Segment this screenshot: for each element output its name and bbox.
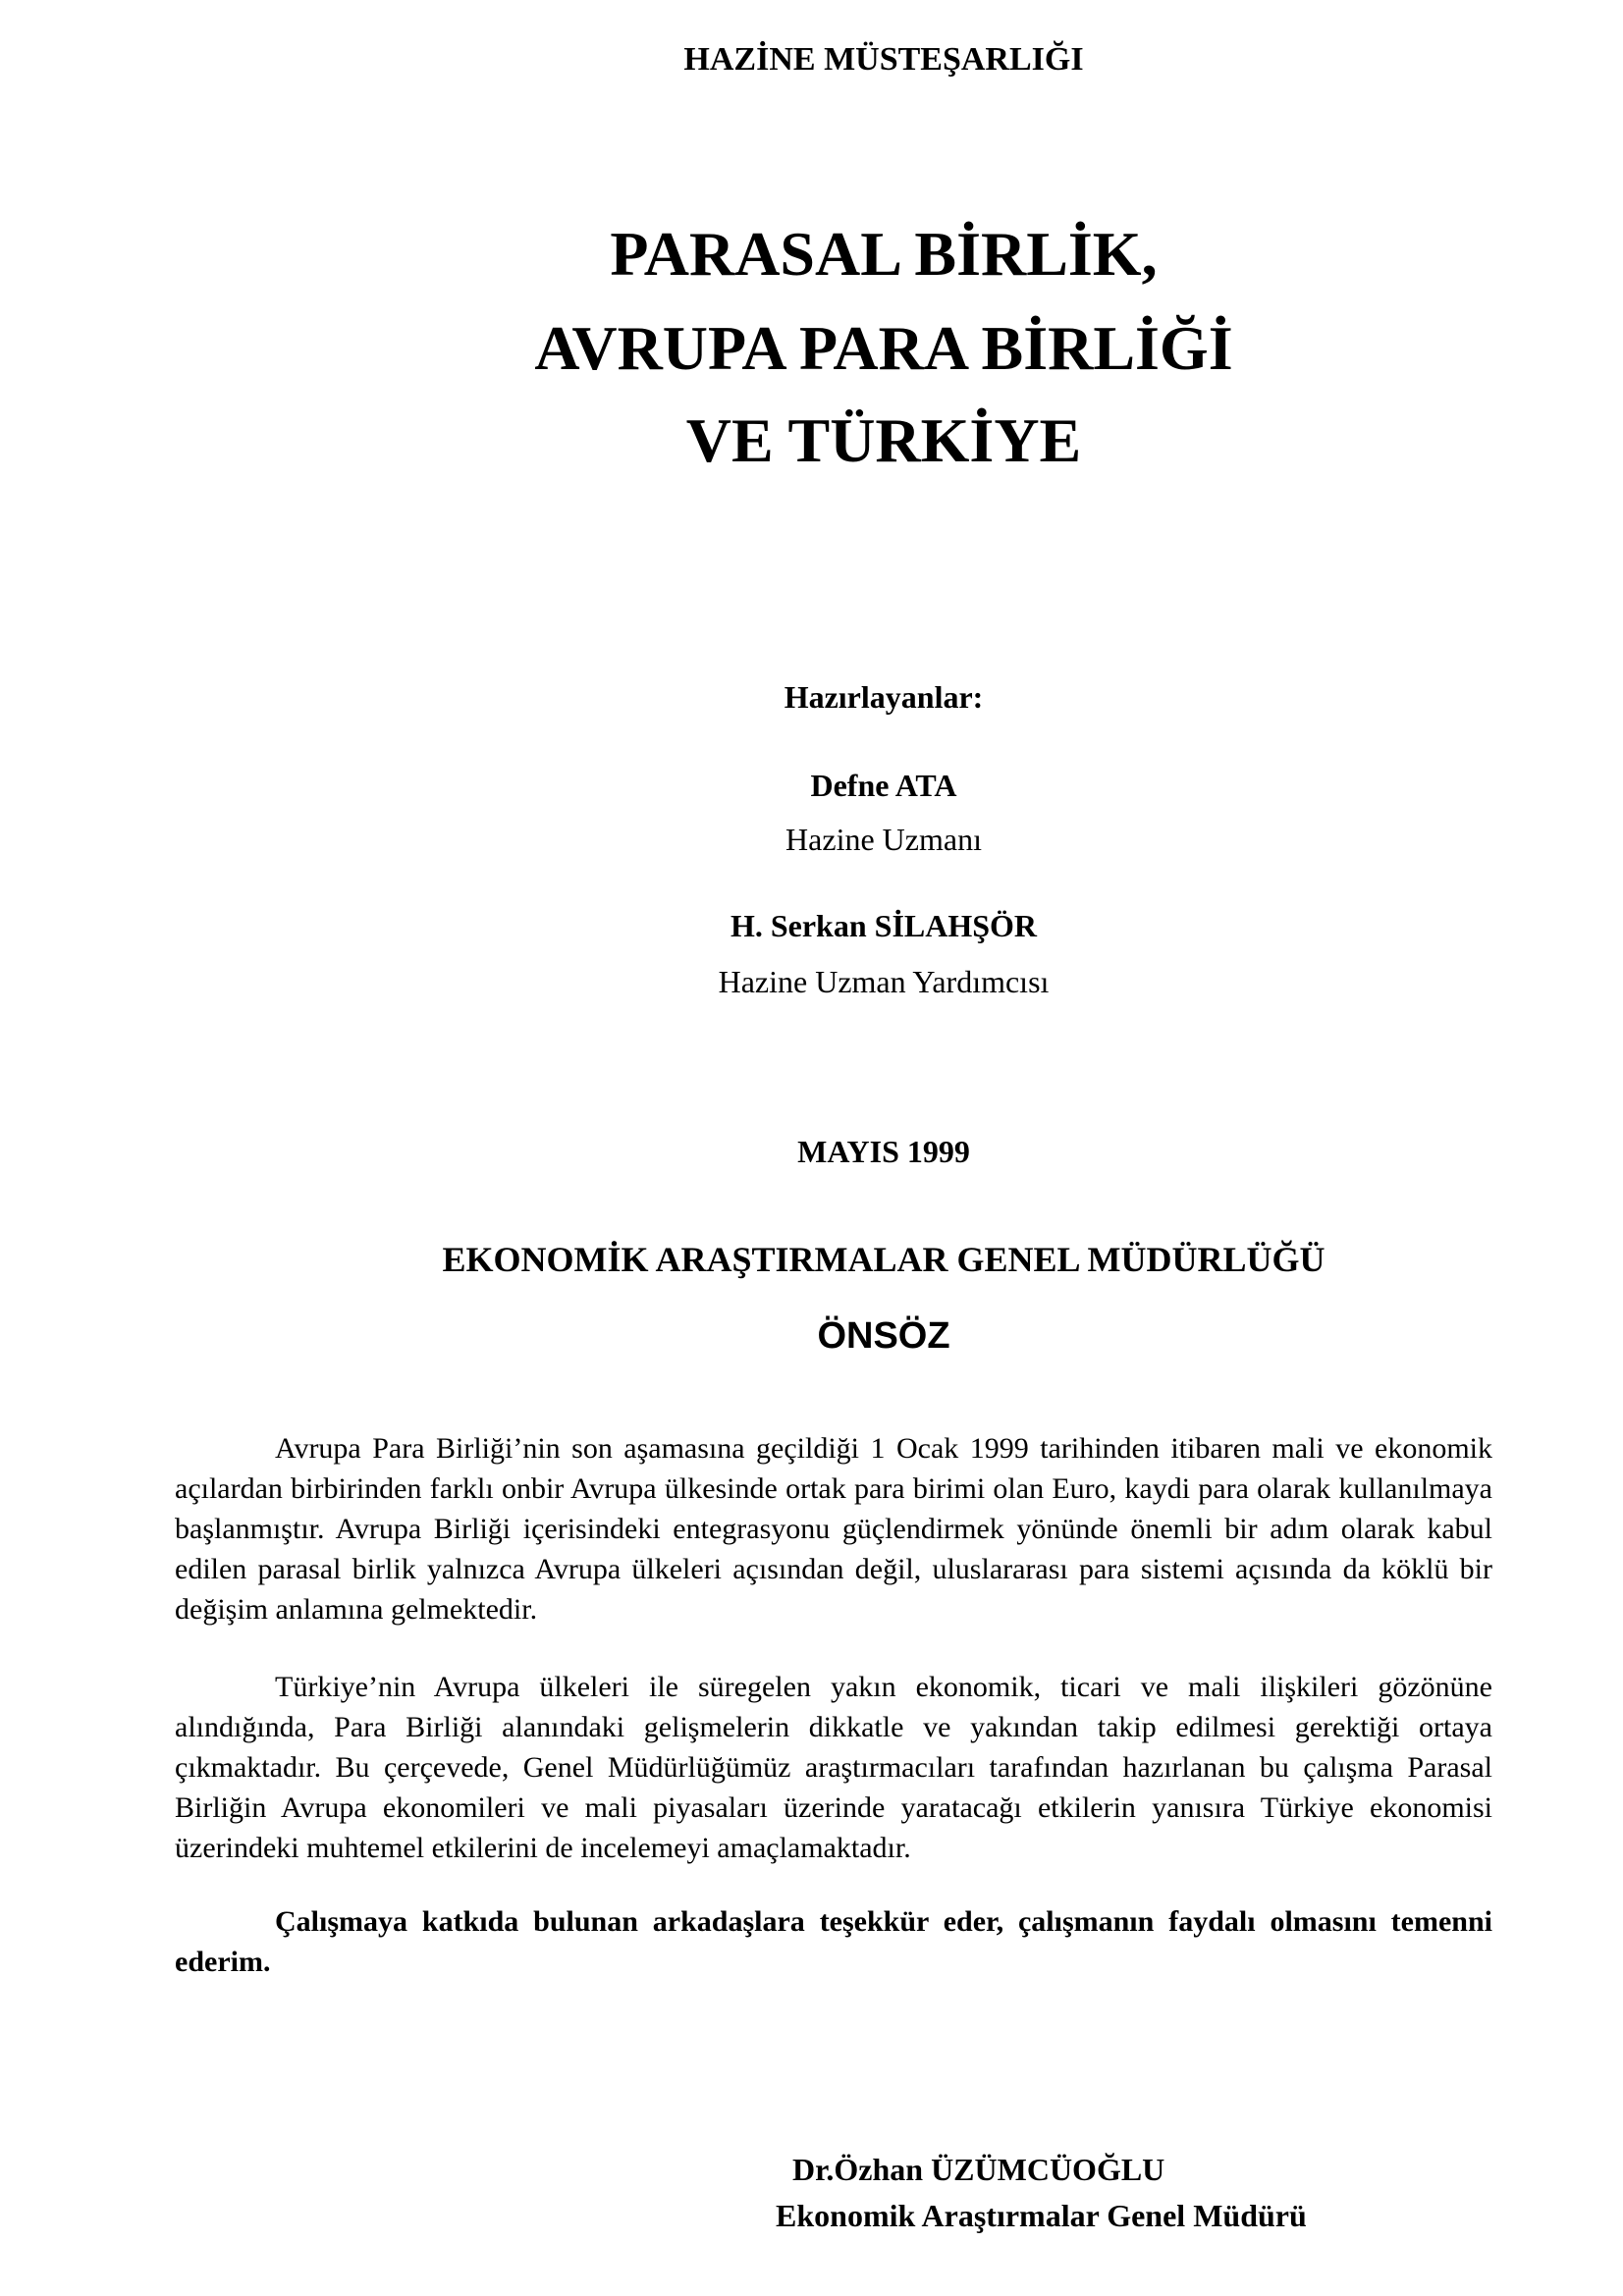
prepared-by-label: Hazırlayanlar: [784, 679, 984, 715]
author-1-name: Defne ATA [810, 768, 957, 803]
title-line-2: AVRUPA PARA BİRLİĞİ [534, 313, 1233, 383]
author-1-role: Hazine Uzmanı [785, 822, 982, 857]
author-2-role: Hazine Uzman Yardımcısı [718, 964, 1050, 999]
foreword-heading: ÖNSÖZ [817, 1315, 950, 1357]
title-line-1: PARASAL BİRLİK, [610, 219, 1158, 289]
foreword-paragraph-1: Avrupa Para Birliği’nin son aşamasına geçildiği 1 Ocak 1999 tarihinden itibaren mali ve ekonomik açılardan birbirinden farklı onbir Avrupa ülkesinde ortak para birimi olan Euro, kaydi para olarak kullanılmaya başlanmıştır. Avrupa Birliği içerisindeki entegrasyonu güçlendirmek yönünde önemli bir adım olarak kabul edilen parasal birlik yalnızca Avrupa ülkeleri açısından değil, uluslararası para sistemi açısında da köklü bir değişim anlamına gelmektedir. [175, 1432, 1492, 1626]
institution-name: HAZİNE MÜSTEŞARLIĞI [683, 41, 1084, 78]
foreword-paragraph-3: Çalışmaya katkıda bulunan arkadaşlara teşekkür eder, çalışmanın faydalı olmasını temenni ederim. [175, 1905, 1492, 1978]
title-line-3: VE TÜRKİYE [685, 405, 1082, 475]
foreword-paragraph-2: Türkiye’nin Avrupa ülkeleri ile süregelen yakın ekonomik, ticari ve mali ilişkileri gözönüne alındığında, Para Birliği alanındaki gelişmelerin dikkatle ve yakından takip edilmesi gerektiği ortaya çıkmaktadır. Bu çerçevede, Genel Müdürlüğümüz araştırmacıları tarafından hazırlanan bu çalışma Parasal Birliğin Avrupa ekonomileri ve mali piyasaları üzerinde yaratacağı etkilerin yanısıra Türkiye ekonomisi üzerindeki muhtemel etkilerini de incelemeyi amaçlamaktadır. [175, 1671, 1492, 1864]
author-2-name: H. Serkan SİLAHŞÖR [730, 908, 1038, 943]
department-name: EKONOMİK ARAŞTIRMALAR GENEL MÜDÜRLÜĞÜ [442, 1240, 1325, 1279]
signer-title: Ekonomik Araştırmalar Genel Müdürü [776, 2198, 1307, 2233]
signer-name: Dr.Özhan ÜZÜMCÜOĞLU [792, 2152, 1165, 2187]
publication-date: MAYIS 1999 [797, 1134, 970, 1169]
